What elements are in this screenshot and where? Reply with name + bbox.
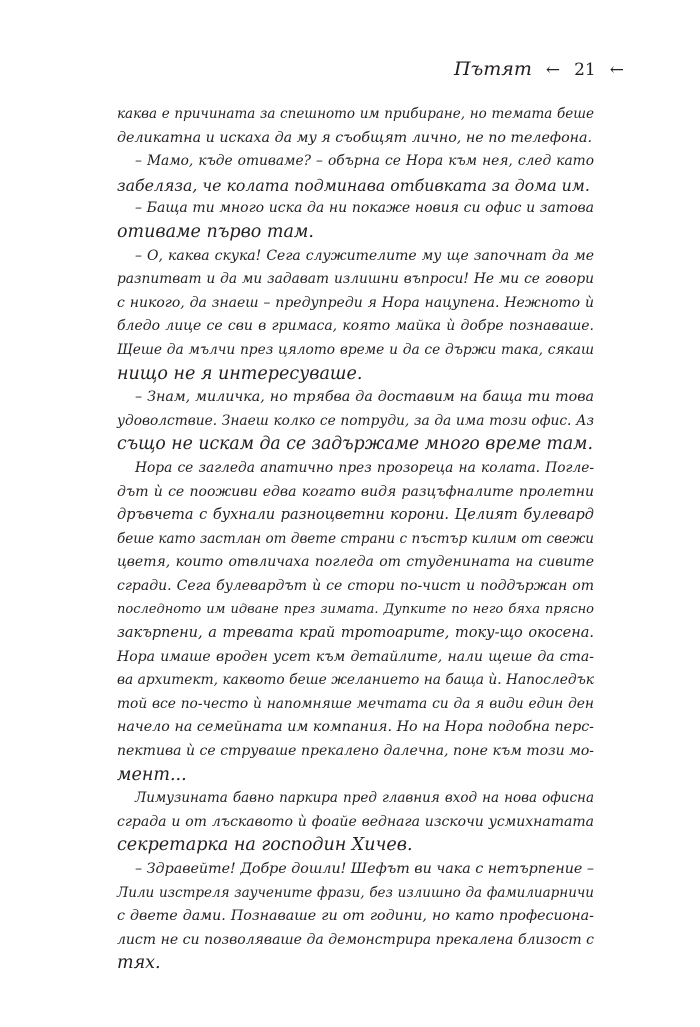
text-line: мент... (117, 764, 187, 785)
text-line: – О, каква скука! Сега служителите му ще започнат да ме (135, 247, 594, 264)
body-text (117, 103, 594, 976)
text-line: ва архитект, каквото беше желанието на баща ѝ. Напоследък (117, 672, 594, 689)
text-line: деликатна и искаха да му я съобщят лично, не по телефона. (117, 129, 593, 146)
text-line: с двете дами. Познаваше ги от години, но като професиона- (117, 908, 594, 925)
text-line: последното им идване през зимата. Дупките по него бяха прясно (117, 602, 594, 618)
text-line: бледо лице се сви в гримаса, която майка ѝ добре познаваше. (117, 318, 594, 335)
text-line: – Знам, миличка, но трябва да доставим на баща ти това (135, 389, 594, 406)
text-line: – Здравейте! Добре дошли! Шефът ви чака с нетърпение – (135, 861, 594, 877)
text-line: закърпени, а тревата край тротоарите, току-що окосена. (117, 625, 594, 642)
running-header (454, 58, 624, 80)
text-line: – Баща ти много иска да ни покаже новия си офис и затова (135, 200, 594, 217)
chapter-title: Пътят (454, 58, 532, 80)
text-line: секретарка на господин Хичев. (117, 835, 413, 856)
text-line: нищо не я интересуваше. (117, 363, 363, 384)
text-line: дръвчета с бухнали разноцветни корони. Целият булевард (117, 507, 594, 524)
text-line: Лили изстреля заучените фрази, без излишно да фамилиарничи (117, 884, 594, 901)
page-number: 21 (574, 60, 596, 80)
text-line: цветя, които отвличаха погледа от студенината на сивите (117, 554, 594, 571)
text-line: удоволствие. Знаеш колко се потруди, за да има този офис. Аз (117, 412, 594, 429)
text-line: Щеше да мълчи през цялото време и да се държи така, сякаш (117, 341, 594, 358)
text-line: тях. (117, 953, 161, 974)
text-line: той все по-често ѝ напомняше мечтата си да я види един ден (117, 695, 594, 712)
text-line: разпитват и да ми задават излишни въпроси! Не ми се говори (117, 271, 594, 288)
text-line: сграда и от лъскавото ѝ фоайе веднага изскочи усмихнатата (117, 813, 594, 830)
text-line: с никого, да знаеш – предупреди я Нора нацупена. Нежното ѝ (117, 294, 594, 311)
text-line: пектива ѝ се струваше прекалено далечна, поне към този мо- (117, 743, 594, 760)
text-line: начело на семейната им компания. Но на Нора подобна перс- (117, 719, 594, 736)
arrow-left-icon: ← (545, 60, 561, 80)
text-line: отиваме първо там. (117, 221, 314, 242)
text-line: каква е причината за спешното им прибиране, но темата беше (117, 106, 594, 122)
text-line: лист не си позволяваше да демонстрира прекалена близост с (117, 931, 594, 948)
text-line: беше като застлан от двете страни с пъстър килим от свежи (117, 530, 594, 547)
text-line: сгради. Сега булевардът ѝ се стори по-чист и поддържан от (117, 577, 594, 594)
text-line: Нора се загледа апатично през прозореца на колата. Погле- (135, 459, 594, 476)
text-line: – Мамо, къде отиваме? – обърна се Нора към нея, след като (135, 153, 594, 170)
arrow-right-icon: ← (609, 60, 624, 80)
text-line: също не искам да се задържаме много време там. (117, 434, 593, 455)
text-line: Лимузината бавно паркира пред главния вход на нова офисна (135, 790, 594, 807)
text-line: Нора имаше вроден усет към детайлите, нали щеше да ста- (117, 648, 594, 665)
text-line: забеляза, че колата подминава отбивката за дома им. (117, 175, 590, 195)
text-line: дът ѝ се пооживи едва когато видя разцъфналите пролетни (117, 483, 594, 500)
